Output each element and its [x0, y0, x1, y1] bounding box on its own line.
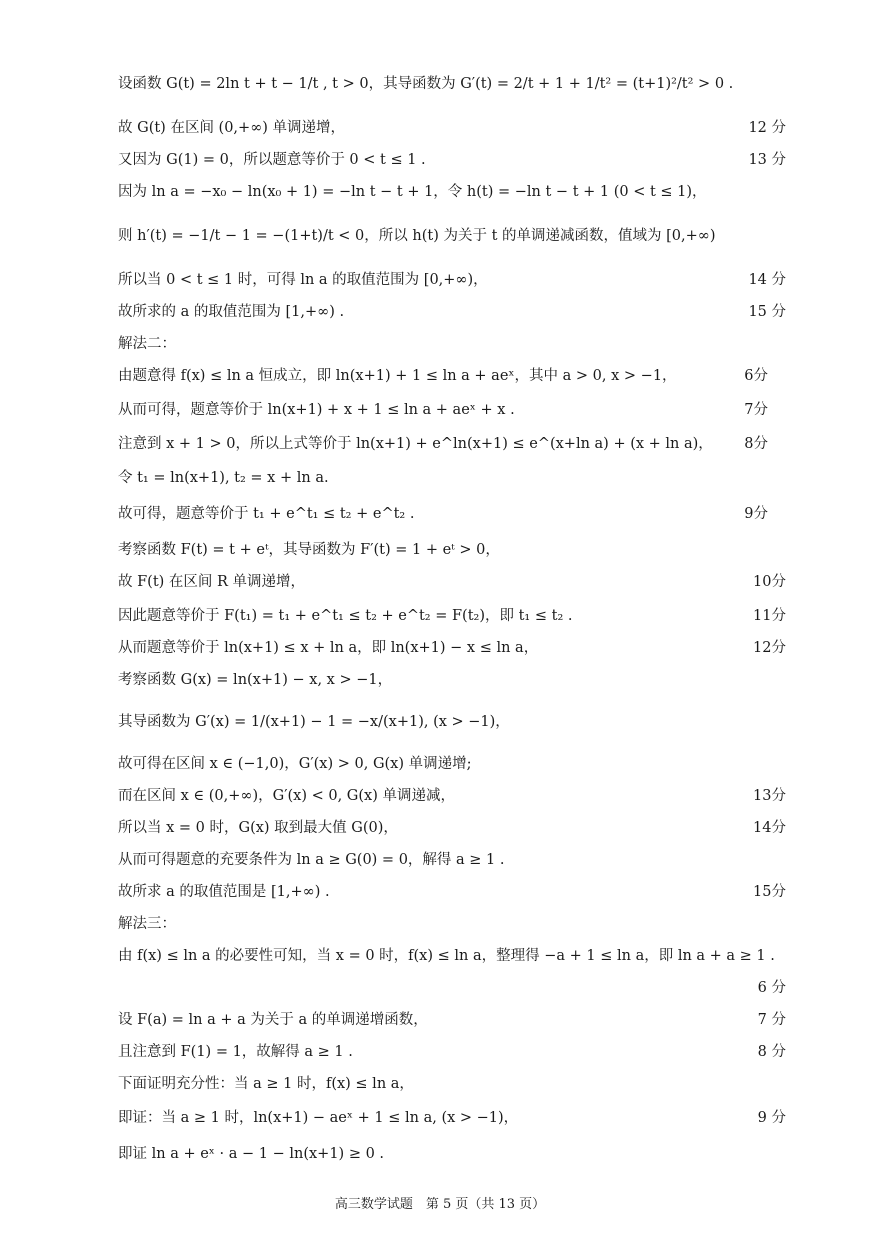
score-mark: 15 分	[748, 304, 786, 320]
solution-line: 所以当 x = 0 时，G(x) 取到最大值 G(0)，	[118, 820, 398, 836]
solution-line: 故可得，题意等价于 t₁ + e^t₁ ≤ t₂ + e^t₂ .	[118, 506, 415, 522]
score-mark: 6 分	[757, 980, 786, 996]
method-heading: 解法二：	[118, 336, 176, 352]
page-footer: 高三数学试题 第 5 页（共 13 页）	[334, 1197, 546, 1212]
score-mark: 12分	[753, 640, 786, 656]
solution-line: 从而题意等价于 ln(x+1) ≤ x + ln a，即 ln(x+1) − x ≤ ln a，	[118, 640, 539, 656]
score-mark: 13分	[753, 788, 786, 804]
score-mark: 9 分	[757, 1110, 786, 1126]
solution-line: 又因为 G(1) = 0，所以题意等价于 0 < t ≤ 1 .	[118, 152, 426, 168]
solution-line: 由 f(x) ≤ ln a 的必要性可知，当 x = 0 时，f(x) ≤ ln a，整理得 −a + 1 ≤ ln a，即 ln a + a ≥ 1 .	[118, 948, 775, 964]
solution-line: 从而可得，题意等价于 ln(x+1) + x + 1 ≤ ln a + aeˣ + x .	[118, 402, 515, 418]
solution-line: 故所求的 a 的取值范围为 [1,+∞) .	[118, 304, 345, 320]
score-mark: 7 分	[757, 1012, 786, 1028]
solution-line: 故所求 a 的取值范围是 [1,+∞) .	[118, 884, 330, 900]
solution-line: 故可得在区间 x ∈ (−1,0)，G′(x) > 0, G(x) 单调递增;	[118, 756, 472, 772]
solution-line: 且注意到 F(1) = 1，故解得 a ≥ 1 .	[118, 1044, 353, 1060]
solution-line: 从而可得题意的充要条件为 ln a ≥ G(0) = 0，解得 a ≥ 1 .	[118, 852, 505, 868]
solution-line: 因为 ln a = −x₀ − ln(x₀ + 1) = −ln t − t + 1，令 h(t) = −ln t − t + 1 (0 < t ≤ 1)，	[118, 184, 707, 200]
solution-line: 其导函数为 G′(x) = 1/(x+1) − 1 = −x/(x+1), (x > −1)，	[118, 714, 510, 730]
score-mark: 8分	[744, 436, 768, 452]
score-mark: 11分	[753, 608, 786, 624]
score-mark: 15分	[753, 884, 786, 900]
solution-line: 令 t₁ = ln(x+1), t₂ = x + ln a.	[118, 470, 329, 486]
score-mark: 8 分	[757, 1044, 786, 1060]
solution-line: 所以当 0 < t ≤ 1 时，可得 ln a 的取值范围为 [0,+∞)，	[118, 272, 488, 288]
solution-line: 而在区间 x ∈ (0,+∞)，G′(x) < 0, G(x) 单调递减，	[118, 788, 455, 804]
solution-line: 故 F(t) 在区间 R 单调递增，	[118, 574, 306, 590]
solution-line: 由题意得 f(x) ≤ ln a 恒成立，即 ln(x+1) + 1 ≤ ln a + aeˣ，其中 a > 0, x > −1，	[118, 368, 677, 384]
solution-line: 故 G(t) 在区间 (0,+∞) 单调递增，	[118, 120, 346, 136]
solution-line: 即证：当 a ≥ 1 时，ln(x+1) − aeˣ + 1 ≤ ln a, (x > −1)，	[118, 1110, 519, 1126]
method-heading: 解法三：	[118, 916, 176, 932]
solution-line: 即证 ln a + eˣ · a − 1 − ln(x+1) ≥ 0 .	[118, 1146, 385, 1162]
solution-line: 下面证明充分性：当 a ≥ 1 时，f(x) ≤ ln a，	[118, 1076, 414, 1092]
solution-line: 则 h′(t) = −1/t − 1 = −(1+t)/t < 0，所以 h(t) 为关于 t 的单调递减函数，值域为 [0,+∞)	[118, 228, 716, 244]
score-mark: 7分	[744, 402, 768, 418]
solution-line: 设函数 G(t) = 2ln t + t − 1/t , t > 0，其导函数为 G′(t) = 2/t + 1 + 1/t² = (t+1)²/t² > 0 .	[118, 76, 734, 92]
score-mark: 13 分	[748, 152, 786, 168]
solution-line: 考察函数 G(x) = ln(x+1) − x, x > −1，	[118, 672, 393, 688]
score-mark: 9分	[744, 506, 768, 522]
solution-line: 设 F(a) = ln a + a 为关于 a 的单调递增函数，	[118, 1012, 428, 1028]
score-mark: 14 分	[748, 272, 786, 288]
solution-line: 注意到 x + 1 > 0，所以上式等价于 ln(x+1) + e^ln(x+1) ≤ e^(x+ln a) + (x + ln a)，	[118, 436, 713, 452]
solution-line: 考察函数 F(t) = t + eᵗ，其导函数为 F′(t) = 1 + eᵗ > 0，	[118, 542, 500, 558]
score-mark: 6分	[744, 368, 768, 384]
score-mark: 10分	[753, 574, 786, 590]
solution-line: 因此题意等价于 F(t₁) = t₁ + e^t₁ ≤ t₂ + e^t₂ = F(t₂)，即 t₁ ≤ t₂ .	[118, 608, 573, 624]
score-mark: 14分	[753, 820, 786, 836]
score-mark: 12 分	[748, 120, 786, 136]
